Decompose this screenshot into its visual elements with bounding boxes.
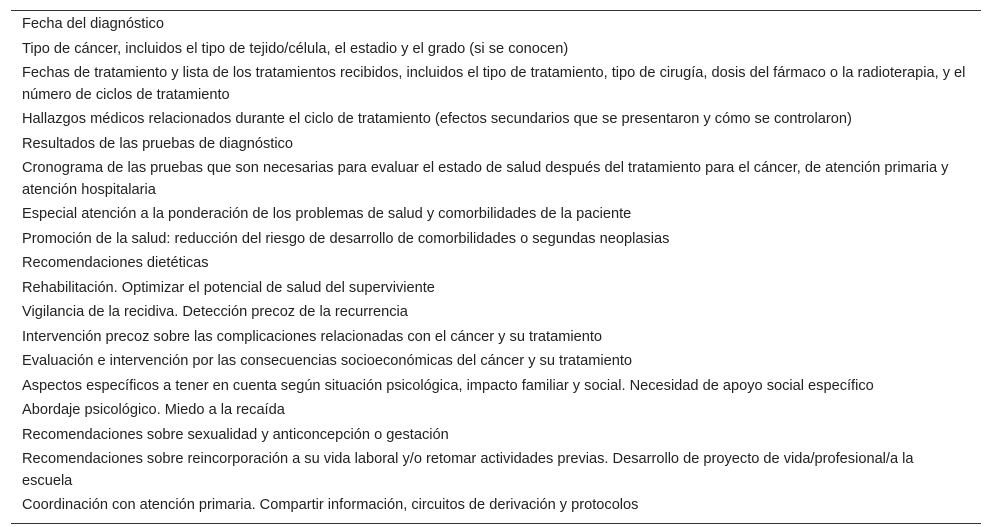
table-row: Hallazgos médicos relacionados durante el ciclo de tratamiento (efectos secundarios que se presentaron y cómo se controlaron) <box>22 111 852 127</box>
table-row: Recomendaciones sobre sexualidad y anticoncepción o gestación <box>22 426 449 443</box>
table-row: Fecha del diagnóstico <box>22 16 164 32</box>
table-row: Especial atención a la ponderación de los problemas de salud y comorbilidades de la paciente <box>22 206 632 222</box>
table-row: Tipo de cáncer, incluidos el tipo de tejido/célula, el estadio y el grado (si se conocen) <box>22 40 569 57</box>
table-row: Recomendaciones sobre reincorporación a su vida laboral y/o retomar actividades previas. Desarrollo de proyecto de vida/profesional/a la escuela <box>22 451 914 489</box>
table-row: Aspectos específicos a tener en cuenta según situación psicológica, impacto familiar y social. Necesidad de apoyo social específico <box>22 377 874 394</box>
table-row: Coordinación con atención primaria. Compartir información, circuitos de derivación y protocolos <box>22 497 639 513</box>
table-row: Resultados de las pruebas de diagnóstico <box>22 135 293 152</box>
table-row: Fechas de tratamiento y lista de los tratamientos recibidos, incluidos el tipo de tratamiento, tipo de cirugía, dosis del fármaco o la radioterapia, y el número de ciclos de tratamiento <box>22 65 966 103</box>
table-row: Abordaje psicológico. Miedo a la recaída <box>22 402 285 418</box>
table-row: Cronograma de las pruebas que son necesarias para evaluar el estado de salud después del tratamiento para el cáncer, de atención primaria y atención hospitalaria <box>22 160 949 198</box>
table-row: Promoción de la salud: reducción del riesgo de desarrollo de comorbilidades o segundas neoplasias <box>22 230 670 247</box>
table-row: Rehabilitación. Optimizar el potencial de salud del superviviente <box>22 279 435 296</box>
table-row: Vigilancia de la recidiva. Detección precoz de la recurrencia <box>22 304 408 320</box>
care-plan-table <box>11 10 981 524</box>
table-row: Recomendaciones dietéticas <box>22 255 209 271</box>
table-row: Evaluación e intervención por las consecuencias socioeconómicas del cáncer y su tratamiento <box>22 353 633 369</box>
table-row: Intervención precoz sobre las complicaciones relacionadas con el cáncer y su tratamiento <box>22 328 602 345</box>
